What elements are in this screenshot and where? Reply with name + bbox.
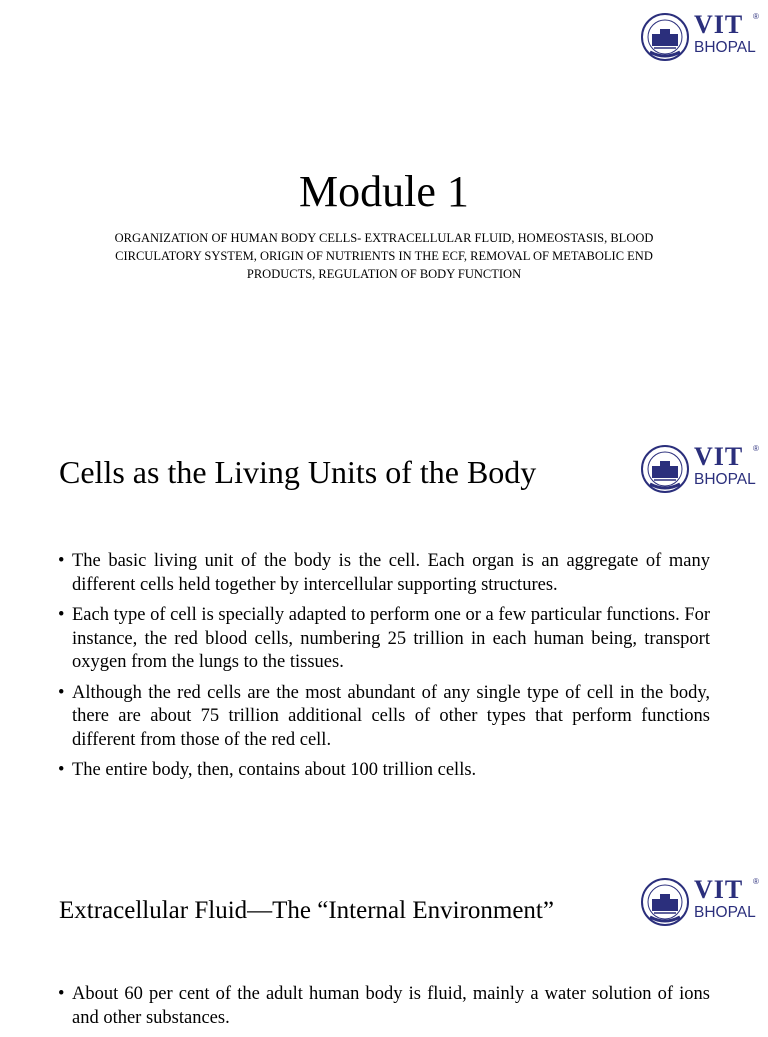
vit-seal-icon	[640, 12, 690, 62]
registered-mark: ®	[753, 444, 759, 453]
logo-place: BHOPAL	[694, 471, 756, 488]
registered-mark: ®	[753, 877, 759, 886]
logo-wordmark: VIT	[694, 875, 744, 904]
list-item: • The basic living unit of the body is the cell. Each organ is an aggregate of many different cells held together by intercellular supporting structures.	[58, 550, 710, 597]
vit-seal-icon	[640, 444, 690, 494]
list-item: • Although the red cells are the most abundant of any single type of cell in the body, there are about 75 trillion additional cells of other types that perform functions different from those of the red cell.	[58, 682, 710, 753]
logo-place: BHOPAL	[694, 904, 756, 921]
bullet-list	[58, 983, 710, 1037]
list-item: • About 60 per cent of the adult human body is fluid, mainly a water solution of ions and other substances.	[58, 983, 710, 1030]
logo-place: BHOPAL	[694, 39, 756, 56]
vit-bhopal-logo	[640, 12, 764, 64]
slide-title: Extracellular Fluid—The “Internal Environment”	[59, 897, 554, 924]
list-item: • The entire body, then, contains about 100 trillion cells.	[58, 759, 710, 783]
logo-wordmark: VIT	[694, 442, 744, 471]
vit-bhopal-logo	[640, 877, 764, 929]
vit-bhopal-logo	[640, 444, 764, 496]
module-subtitle: ORGANIZATION OF HUMAN BODY CELLS- EXTRACELLULAR FLUID, HOMEOSTASIS, BLOOD CIRCULATORY SYSTEM, ORIGIN OF NUTRIENTS IN THE ECF, REMOVAL OF METABOLIC END PRODUCTS, REGULATION OF BODY FUNCTION	[114, 231, 654, 281]
slide-module-title	[0, 0, 768, 400]
list-item: • Each type of cell is specially adapted to perform one or a few particular functions. For instance, the red blood cells, numbering 25 trillion in each human being, transport oxygen from the lungs to the tissues.	[58, 604, 710, 675]
logo-wordmark: VIT	[694, 10, 744, 39]
vit-seal-icon	[640, 877, 690, 927]
module-title: Module 1	[299, 167, 469, 216]
registered-mark: ®	[753, 12, 759, 21]
slide-title: Cells as the Living Units of the Body	[59, 454, 537, 490]
bullet-list	[58, 550, 710, 790]
